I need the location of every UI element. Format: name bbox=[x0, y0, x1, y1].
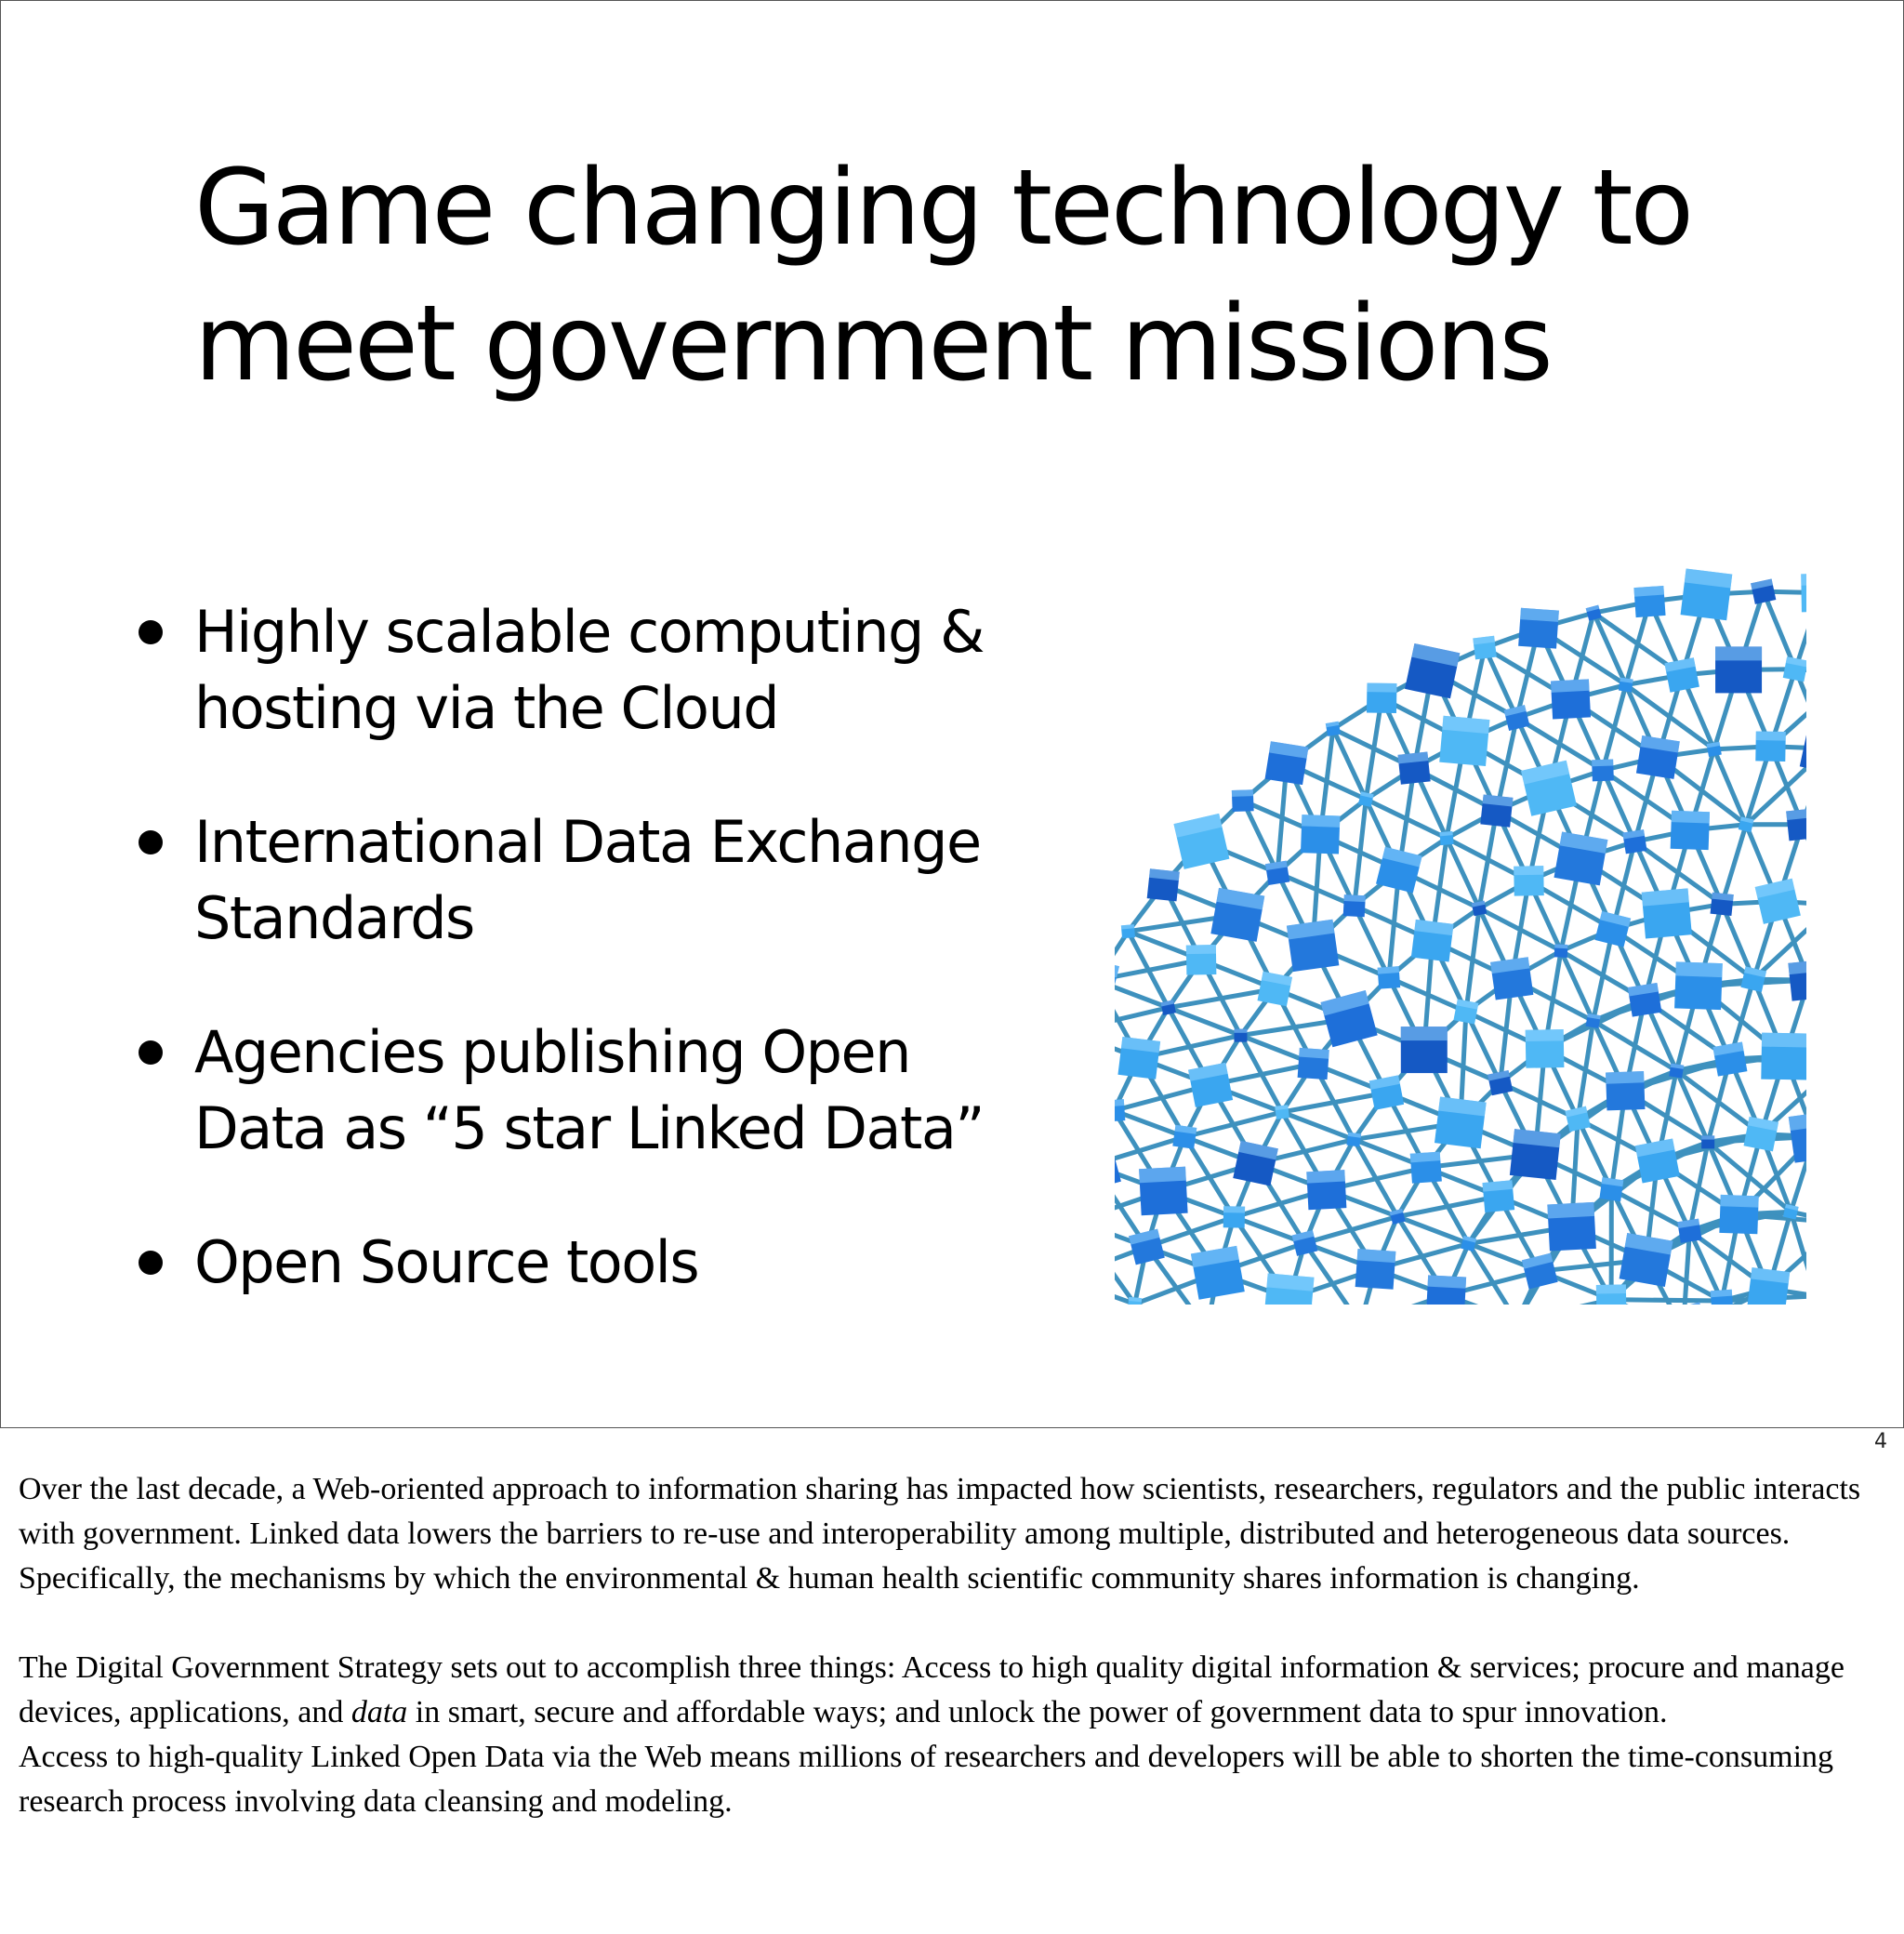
globe-node bbox=[1783, 656, 1806, 682]
globe-node bbox=[1526, 1029, 1565, 1068]
globe-node bbox=[1635, 1138, 1680, 1183]
network-globe-icon bbox=[1115, 468, 1806, 1305]
globe-node bbox=[1599, 1177, 1623, 1201]
globe-node bbox=[1712, 1042, 1747, 1077]
globe-node bbox=[1191, 1246, 1245, 1300]
globe-node bbox=[1139, 1167, 1188, 1216]
globe-node bbox=[1343, 894, 1366, 917]
globe-node bbox=[1620, 1233, 1673, 1287]
globe-node bbox=[1669, 1064, 1684, 1079]
globe-node bbox=[1681, 568, 1733, 620]
bullet-line: Data as “5 star Linked Data” bbox=[194, 1094, 984, 1162]
globe-node bbox=[1405, 643, 1460, 698]
notes-text: The Digital Government Strategy sets out to accomplish three things: Access to high quality digital information & services; procure and manage devices, applications, and bbox=[19, 1650, 1844, 1729]
globe-node bbox=[1355, 1249, 1396, 1290]
globe-node bbox=[1755, 879, 1801, 924]
globe-node bbox=[1622, 829, 1646, 854]
globe-node bbox=[1551, 679, 1591, 719]
globe-node bbox=[1346, 1133, 1361, 1147]
globe-node bbox=[1121, 924, 1135, 938]
globe-node bbox=[1298, 1048, 1329, 1080]
globe-node bbox=[1115, 957, 1119, 1003]
globe-node bbox=[1306, 1170, 1346, 1210]
globe-node bbox=[1426, 1275, 1466, 1305]
globe-node bbox=[1801, 574, 1806, 613]
globe-node bbox=[1594, 911, 1631, 947]
bullet-item bbox=[131, 1014, 1024, 1167]
globe-node bbox=[1265, 861, 1289, 885]
bullet-line: Open Source tools bbox=[194, 1228, 699, 1296]
globe-node bbox=[1473, 636, 1497, 660]
globe-node bbox=[1401, 1027, 1448, 1073]
globe-node bbox=[1628, 983, 1662, 1017]
globe-link bbox=[1282, 1093, 1386, 1112]
bullet-item bbox=[131, 1225, 1024, 1301]
globe-node bbox=[1554, 944, 1568, 958]
globe-node bbox=[1592, 760, 1614, 782]
globe-node bbox=[1147, 868, 1180, 901]
bullet-dot-icon bbox=[139, 1251, 163, 1275]
globe-node bbox=[1223, 1206, 1245, 1227]
globe-node bbox=[1117, 1037, 1160, 1080]
globe-node bbox=[1411, 920, 1454, 962]
globe-node bbox=[1378, 966, 1401, 989]
globe-link bbox=[1791, 1212, 1806, 1296]
notes-emphasis: data bbox=[350, 1695, 408, 1729]
bullet-line: hosting via the Cloud bbox=[194, 674, 779, 742]
slide-title-line-1: Game changing technology to bbox=[194, 148, 1692, 269]
globe-link bbox=[1397, 1197, 1499, 1217]
bullet-line: Agencies publishing Open bbox=[194, 1018, 910, 1086]
globe-node bbox=[1748, 1267, 1791, 1305]
globe-node bbox=[1514, 866, 1544, 896]
speaker-notes bbox=[19, 1467, 1887, 1824]
globe-node bbox=[1518, 608, 1559, 649]
globe-node bbox=[1234, 1029, 1247, 1042]
globe-node bbox=[1410, 1152, 1442, 1184]
globe-node bbox=[1707, 742, 1722, 757]
page-number: 4 bbox=[1874, 1430, 1887, 1453]
globe-node bbox=[1435, 1097, 1487, 1149]
globe-node bbox=[1711, 893, 1734, 916]
globe-node bbox=[1677, 1219, 1701, 1243]
globe-node bbox=[1788, 960, 1806, 1001]
globe-node bbox=[1596, 1284, 1627, 1305]
globe-node bbox=[1674, 961, 1723, 1010]
bullet-line: Highly scalable computing & bbox=[194, 598, 984, 666]
globe-node bbox=[1490, 957, 1533, 1000]
globe-node bbox=[1744, 1117, 1779, 1152]
globe-link bbox=[1722, 825, 1746, 905]
globe-node bbox=[1642, 888, 1692, 938]
globe-node bbox=[1398, 752, 1431, 785]
globe-node bbox=[1265, 741, 1309, 785]
bullet-item bbox=[131, 804, 1024, 957]
globe-node bbox=[1715, 646, 1762, 693]
globe-node bbox=[1439, 716, 1489, 766]
globe-node bbox=[1292, 1230, 1318, 1256]
globe-node bbox=[1521, 761, 1577, 816]
notes-paragraph-1: Over the last decade, a Web-oriented approach to information sharing has impacted how scientists, researchers, regulators and the public interacts with government. Linked data lowers the barriers to re-use and interoperability among multiple, distributed and heterogeneous data sources. Specifically, the mechanisms by which the environmental & human health scientific community shares information is changing. bbox=[19, 1472, 1861, 1596]
globe-node bbox=[1376, 847, 1422, 894]
globe-node bbox=[1439, 831, 1453, 845]
globe-node bbox=[1547, 1202, 1596, 1252]
globe-node bbox=[1633, 586, 1665, 617]
globe-node bbox=[1619, 678, 1633, 693]
globe-node bbox=[1472, 901, 1488, 917]
globe-node bbox=[1172, 1125, 1197, 1149]
bullet-list bbox=[131, 594, 1024, 1301]
globe-node bbox=[1188, 1063, 1233, 1107]
globe-link bbox=[1115, 1221, 1135, 1304]
globe-node bbox=[1232, 789, 1254, 812]
bullet-dot-icon bbox=[139, 620, 163, 644]
globe-node bbox=[1258, 972, 1293, 1007]
globe-node bbox=[1369, 1075, 1405, 1110]
bullet-line: Standards bbox=[194, 884, 474, 952]
notes-paragraph-3: Access to high-quality Linked Open Data via the Web means millions of researchers and developers will be able to shorten the time-consuming research process involving data cleansing and modeling. bbox=[19, 1740, 1834, 1819]
globe-node bbox=[1129, 1229, 1165, 1265]
globe-node bbox=[1263, 1273, 1314, 1305]
globe-node bbox=[1488, 1070, 1513, 1095]
globe-node bbox=[1664, 657, 1699, 693]
globe-node bbox=[1701, 1135, 1714, 1148]
globe-node bbox=[1711, 1290, 1734, 1305]
globe-node bbox=[1115, 1136, 1121, 1193]
globe-node bbox=[1751, 579, 1776, 604]
globe-node bbox=[1671, 811, 1710, 850]
globe-link bbox=[1611, 1300, 1722, 1301]
globe-node bbox=[1115, 1099, 1125, 1122]
globe-node bbox=[1275, 1105, 1289, 1119]
notes-text: in smart, secure and affordable ways; and unlock the power of government data to spur innovation. bbox=[407, 1695, 1668, 1729]
globe-link bbox=[1184, 1112, 1282, 1137]
globe-node bbox=[1186, 945, 1217, 975]
slide-title bbox=[194, 140, 1775, 412]
globe-node bbox=[1287, 920, 1339, 972]
globe-node bbox=[1301, 815, 1340, 854]
globe-link bbox=[1135, 1304, 1208, 1305]
globe-node bbox=[1636, 735, 1680, 779]
notes-paragraph-2 bbox=[19, 1646, 1887, 1735]
bullet-line: International Data Exchange bbox=[194, 808, 981, 876]
globe-node bbox=[1554, 831, 1607, 885]
globe-node bbox=[1210, 888, 1264, 942]
globe-node bbox=[1586, 1013, 1601, 1028]
globe-node bbox=[1761, 1033, 1806, 1080]
globe-node bbox=[1755, 731, 1786, 762]
globe-node bbox=[1367, 682, 1397, 713]
globe-node bbox=[1786, 808, 1806, 841]
globe-node bbox=[1606, 1071, 1645, 1110]
globe-node bbox=[1233, 1141, 1278, 1186]
bullet-dot-icon bbox=[139, 830, 163, 854]
globe-node bbox=[1719, 1195, 1758, 1234]
globe-link bbox=[1304, 1216, 1397, 1242]
bullet-dot-icon bbox=[139, 1040, 163, 1065]
globe-node bbox=[1483, 1180, 1515, 1212]
slide-title-line-2: meet government missions bbox=[194, 284, 1551, 404]
globe-node bbox=[1326, 722, 1341, 736]
notes-spacer bbox=[19, 1601, 1887, 1646]
bullet-item bbox=[131, 594, 1024, 747]
globe-node bbox=[1160, 1000, 1176, 1015]
globe-node bbox=[1504, 705, 1530, 731]
globe-node bbox=[1480, 795, 1513, 828]
globe-node bbox=[1128, 1297, 1142, 1305]
globe-node bbox=[1510, 1129, 1561, 1180]
speaker-notes-area bbox=[0, 1428, 1904, 1934]
globe-node bbox=[1453, 1000, 1478, 1025]
